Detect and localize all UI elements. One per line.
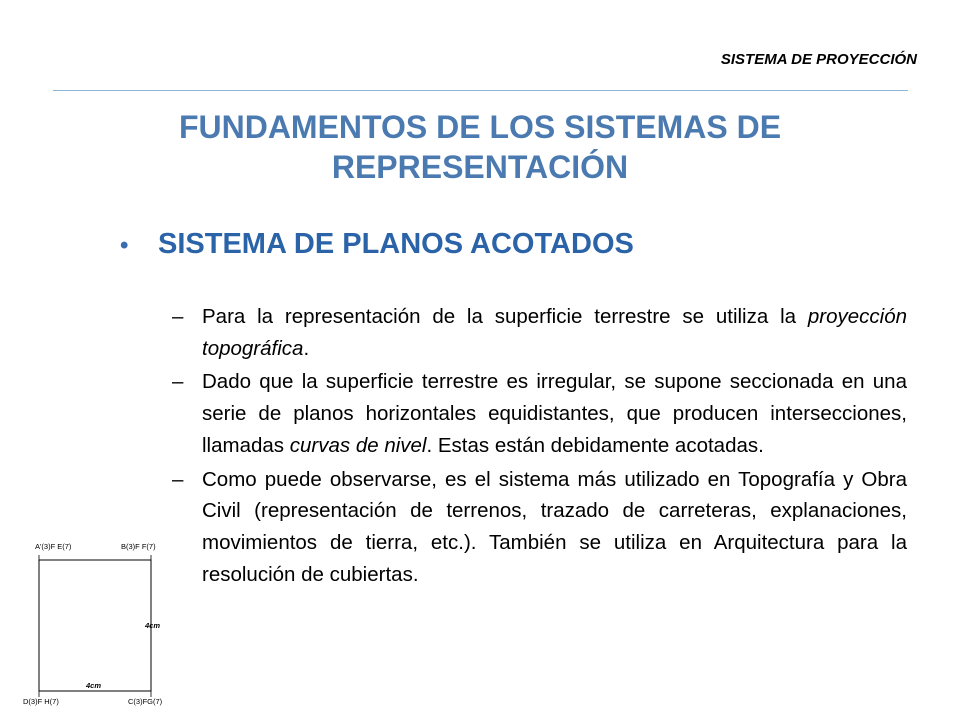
vertex-label-d: D(3)F H(7)	[23, 697, 59, 706]
plan-diagram-svg	[10, 525, 180, 715]
sub-item-list	[172, 301, 907, 592]
bullet-heading: SISTEMA DE PLANOS ACOTADOS	[158, 228, 634, 260]
slide-title	[60, 107, 900, 187]
vertex-label-a: A'(3)F E(7)	[35, 542, 72, 551]
sub-item-text	[202, 370, 907, 456]
sub-item	[172, 301, 907, 364]
vertex-label-b: B(3)F F(7)	[121, 542, 156, 551]
dash-marker: –	[172, 305, 184, 328]
slide-title-line-2: REPRESENTACIÓN	[331, 149, 629, 185]
section-label: SISTEMA DE PROYECCIÓN	[720, 51, 917, 68]
sub-item-text-end: . Estas están debidamente acotadas.	[426, 433, 764, 457]
sub-item-text-end: .	[303, 336, 310, 360]
bullet-heading-row	[120, 228, 634, 261]
sub-item-text	[202, 468, 907, 586]
dimension-label-bottom: 4cm	[86, 681, 102, 690]
bullet-icon: •	[120, 232, 129, 259]
dash-marker: –	[172, 370, 184, 394]
sub-item	[172, 464, 907, 591]
sub-item-text-part: Como puede observarse, es el sistema más utilizado en Topografía y Obra Civil (representación de terrenos, trazado de carreteras, explanaciones, movimientos de tierra, etc.). También se utiliza en Arquitectura para la resolución de cubiertas.	[202, 467, 907, 586]
header-divider	[53, 90, 908, 91]
sub-item-text-part: Dado que la superficie terrestre es irregular, se supone seccionada en una serie de planos horizontales equidistantes, que producen intersecciones, llamadas	[202, 370, 907, 457]
plan-diagram	[10, 525, 180, 715]
dash-marker: –	[172, 467, 184, 491]
slide-title-line-1: FUNDAMENTOS DE LOS SISTEMAS DE	[178, 109, 782, 145]
sub-item	[172, 366, 907, 461]
sub-item-text	[202, 305, 907, 360]
plan-square	[39, 560, 151, 691]
sub-item-text-part: Para la representación de la superficie terrestre se utiliza la	[202, 305, 808, 328]
dimension-label-right: 4cm	[145, 621, 161, 630]
vertex-label-c: C(3)FG(7)	[128, 697, 163, 706]
sub-item-italic-term: curvas de nivel	[289, 433, 427, 457]
sub-item-italic-term: proyección topográfica	[202, 305, 907, 360]
